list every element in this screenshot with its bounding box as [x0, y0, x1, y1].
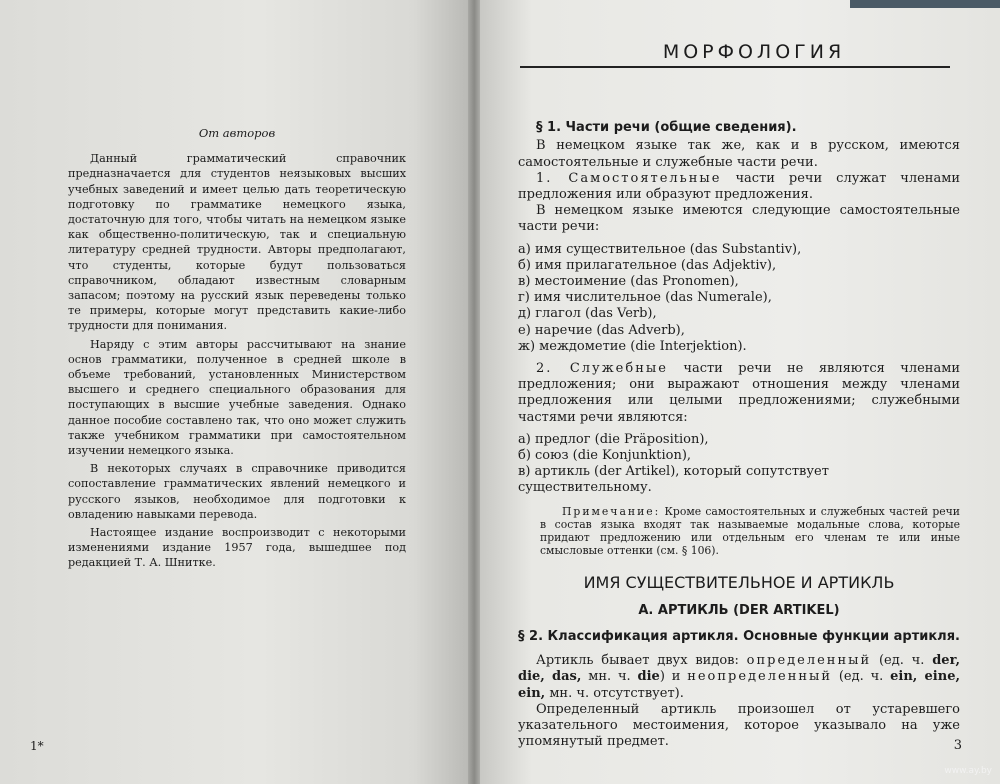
- page-title: МОРФОЛОГИЯ: [662, 41, 846, 63]
- section-2-title: § 2. Классификация артикля. Основные функции артикля.: [518, 629, 960, 645]
- title-rule: [520, 66, 950, 68]
- left-paragraph-3: В некоторых случаях в справочнике приводится сопоставление грамматических явлений немецкого и русского языков, необходимое для подготовки к овладению навыками перевода.: [68, 462, 406, 521]
- list-item: а) имя существительное (das Substantiv),: [518, 241, 802, 257]
- section-1-paragraph-3: [518, 361, 960, 426]
- list-item: в) артикль (der Artikel), который сопутствует существительному.: [518, 464, 829, 496]
- section-2-paragraph-1: [518, 653, 960, 702]
- text-run: мн. ч.: [581, 669, 638, 685]
- subchapter-title: А. АРТИКЛЬ (DER ARTIKEL): [638, 602, 840, 618]
- auxiliary-parts-list: [518, 432, 960, 497]
- bold-term: die: [637, 669, 660, 685]
- text-run: ) и: [659, 669, 688, 685]
- section-1-paragraph-2: В немецком языке имеются следующие самостоятельные части речи:: [518, 203, 960, 235]
- section-2-paragraph-2: Определенный артикль произошел от устаревшего указательного местоимения, которое указывало на уже упомянутый предмет.: [518, 701, 960, 750]
- paragraph-text: части речи не являются членами предложения; они выражают отношения между членами предложения или целыми предложениями; служебными частями речи являются:: [518, 361, 960, 425]
- section-1-note: [540, 505, 960, 557]
- list-item: г) имя числительное (das Numerale),: [518, 290, 772, 306]
- section-1-title: § 1. Части речи (общие сведения).: [536, 120, 797, 136]
- text-run: Артикль бывает двух видов:: [536, 653, 747, 669]
- bold-term: ein, eine, ein,: [518, 669, 960, 701]
- note-label: Примечание:: [562, 504, 661, 518]
- section-1-intro: В немецком языке так же, как и в русском, имеются самостоятельные и служебные части речи.: [518, 138, 960, 170]
- list-item: ж) междометие (die Interjektion).: [518, 338, 747, 354]
- list-item: е) наречие (das Adverb),: [518, 322, 685, 338]
- right-page: [480, 0, 1000, 784]
- left-page: [0, 0, 470, 784]
- left-page-number: 1*: [30, 738, 44, 753]
- text-run: мн. ч. отсутствует).: [545, 685, 684, 701]
- list-item: б) имя прилагательное (das Adjektiv),: [518, 257, 777, 273]
- text-run: (ед. ч.: [832, 669, 891, 685]
- left-paragraph-1: Данный грамматический справочник предназначается для студентов неязыковых высших учебных заведений и имеет целью дать теоретическую подготовку по грамматике немецкого языка, достаточную для того, чтобы читать на немецком языке как общественно-политическую, так и специальную литературу средней трудности. Авторы предполагают, что студенты, которые будут пользоваться справочником, обладают известным словарным запасом; поэтому на русский язык переведены только те примеры, которые могут представить какие-либо трудности для понимания.: [68, 152, 406, 333]
- spaced-term: 2. Служебные: [536, 361, 668, 377]
- left-heading: От авторов: [198, 126, 276, 140]
- paragraph-text: части речи служат членами предложения или образуют предложения.: [518, 170, 960, 203]
- chapter-title: ИМЯ СУЩЕСТВИТЕЛЬНОЕ И АРТИКЛЬ: [583, 572, 895, 592]
- spaced-term: 1. Самостоятельные: [536, 170, 722, 186]
- spaced-term: неопределенный: [687, 669, 833, 685]
- note-text: Кроме самостоятельных и служебных частей речи в состав языка входят так называемые модальные слова, которые придают предложению или отдельным его членам те или иные смысловые оттенки (см. § 106).: [540, 504, 960, 557]
- list-item: б) союз (die Konjunktion),: [518, 448, 692, 464]
- spaced-term: определенный: [746, 653, 872, 669]
- text-run: (ед. ч.: [871, 653, 933, 669]
- list-item: а) предлог (die Präposition),: [518, 431, 709, 447]
- section-1-paragraph-1: [518, 171, 960, 203]
- independent-parts-list: [518, 242, 960, 355]
- left-paragraph-2: Наряду с этим авторы рассчитывают на знание основ грамматики, полученное в средней школе в объеме требований, установленных Министерством высшего и среднего специального образования для поступающих в высшие учебные заведения. Однако данное пособие составлено так, что оно может служить также учебником грамматики при самостоятельном изучении немецкого языка.: [68, 337, 406, 458]
- list-item: в) местоимение (das Pronomen),: [518, 274, 739, 290]
- watermark: www.ay.by: [944, 766, 992, 776]
- top-edge-strip: [850, 0, 1000, 8]
- left-paragraph-4: Настоящее издание воспроизводит с некоторыми изменениями издание 1957 года, вышедшее под редакцией Т. А. Шнитке.: [68, 526, 406, 570]
- list-item: д) глагол (das Verb),: [518, 306, 657, 322]
- bold-term: der, die, das,: [518, 653, 960, 685]
- right-page-number: 3: [953, 737, 962, 753]
